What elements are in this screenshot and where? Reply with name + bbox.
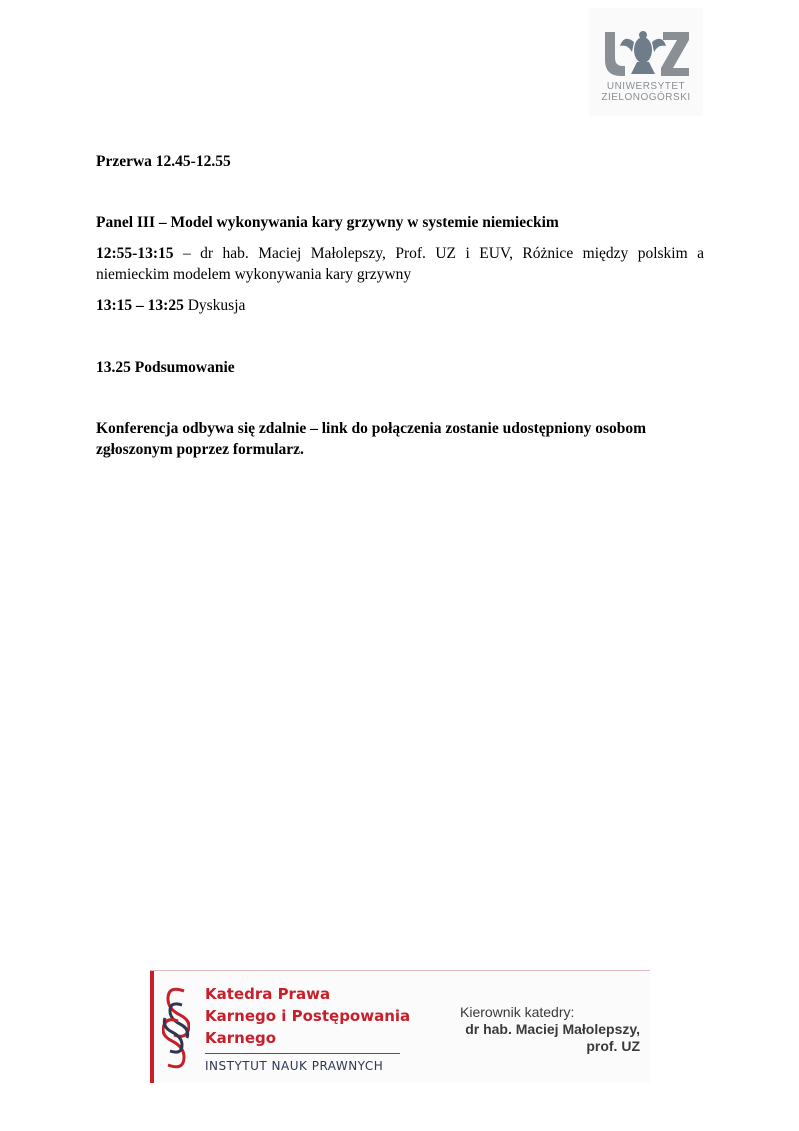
break-heading: Przerwa 12.45-12.55 — [96, 153, 231, 170]
department-name-line3: Karnego — [205, 1029, 277, 1047]
department-name-line1: Katedra Prawa — [205, 985, 331, 1003]
panel-heading: Panel III – Model wykonywania kary grzywny w systemie niemieckim — [96, 214, 559, 231]
agenda-time: 13:15 – 13:25 — [96, 297, 184, 314]
logo-text-line1: UNIWERSYTET — [606, 81, 686, 92]
agenda-item-discussion — [96, 295, 704, 316]
logo-text-line2: ZIELONOGÓRSKI — [601, 92, 691, 103]
agenda-text: – dr hab. Maciej Małolepszy, Prof. UZ i EUV, Różnice między polskim a niemieckim modelem wykonywania kary grzywny — [96, 245, 704, 283]
head-label: Kierownik katedry: — [460, 1004, 575, 1020]
institute-name: INSTYTUT NAUK PRAWNYCH — [205, 1059, 384, 1073]
agenda-text: Dyskusja — [183, 297, 246, 314]
uz-eagle-logo-icon — [603, 28, 691, 78]
head-title: prof. UZ — [586, 1038, 640, 1054]
conference-notice: Konferencja odbywa się zdalnie – link do połączenia zostanie udostępniony osobom zgłoszonym poprzez formularz. — [96, 420, 647, 458]
agenda-item-lecture — [96, 243, 704, 285]
paragraph-sign-icon — [162, 985, 190, 1071]
university-logo — [589, 8, 703, 116]
summary-heading: 13.25 Podsumowanie — [96, 359, 235, 376]
divider — [205, 1053, 400, 1054]
agenda-time: 12:55-13:15 — [96, 245, 174, 262]
accent-bar — [150, 971, 154, 1083]
head-name: dr hab. Maciej Małolepszy, — [465, 1021, 640, 1037]
department-footer — [150, 970, 650, 1083]
department-name-line2: Karnego i Postępowania — [205, 1007, 411, 1025]
